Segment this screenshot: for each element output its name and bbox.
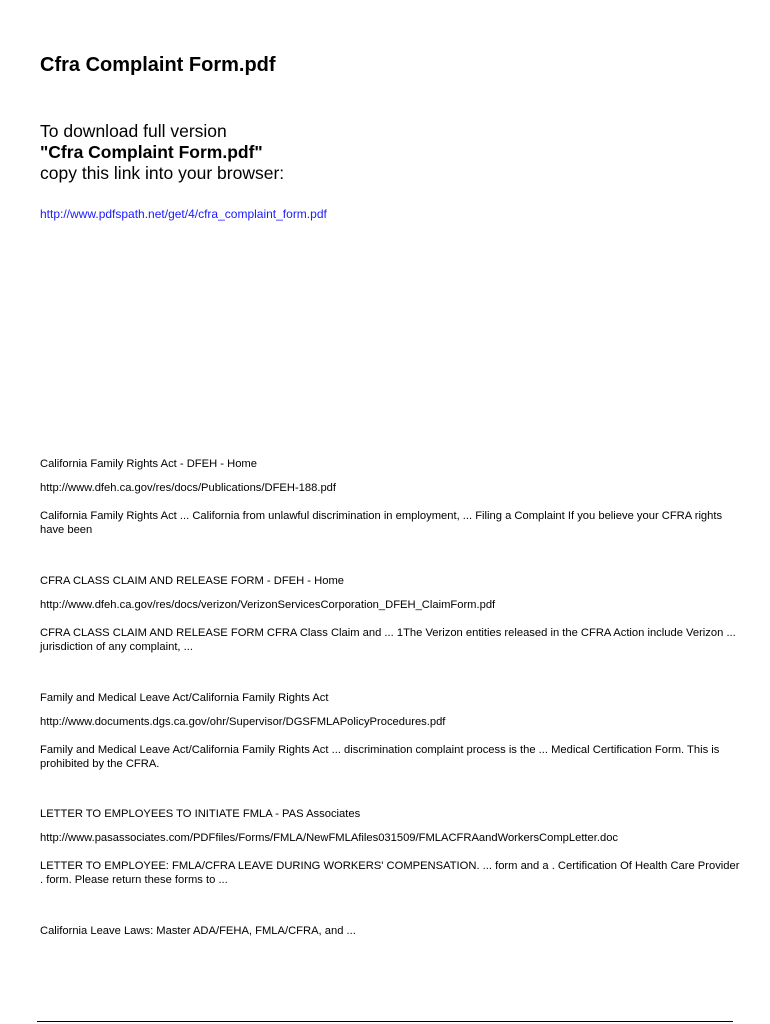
download-filename: "Cfra Complaint Form.pdf"	[40, 142, 263, 162]
result-item	[40, 574, 742, 654]
download-intro-text: To download full version	[40, 121, 227, 141]
download-copy-instruction: copy this link into your browser:	[40, 163, 285, 183]
document-title: Cfra Complaint Form.pdf	[40, 54, 276, 76]
result-item	[40, 457, 742, 537]
result-url[interactable]: http://www.documents.dgs.ca.gov/ohr/Supervisor/DGSFMLAPolicyProcedures.pdf	[40, 716, 446, 728]
result-item	[40, 924, 742, 938]
result-url[interactable]: http://www.dfeh.ca.gov/res/docs/Publications/DFEH-188.pdf	[40, 482, 336, 494]
result-title: California Leave Laws: Master ADA/FEHA, FMLA/CFRA, and ...	[40, 925, 356, 937]
download-link[interactable]: http://www.pdfspath.net/get/4/cfra_complaint_form.pdf	[40, 207, 327, 221]
result-item	[40, 691, 742, 771]
footer-divider	[37, 1021, 733, 1022]
download-instructions	[40, 121, 284, 184]
result-title: Family and Medical Leave Act/California Family Rights Act	[40, 692, 329, 704]
result-title: LETTER TO EMPLOYEES TO INITIATE FMLA - PAS Associates	[40, 808, 361, 820]
result-title: California Family Rights Act - DFEH - Home	[40, 458, 257, 470]
result-url[interactable]: http://www.pasassociates.com/PDFfiles/Forms/FMLA/NewFMLAfiles031509/FMLACFRAandWorkersCompLetter.doc	[40, 832, 619, 844]
result-item	[40, 807, 742, 887]
result-snippet: California Family Rights Act ... California from unlawful discrimination in employment, ... Filing a Complaint If you believe your CFRA rights have been	[40, 510, 723, 536]
result-title: CFRA CLASS CLAIM AND RELEASE FORM - DFEH - Home	[40, 575, 344, 587]
result-snippet: CFRA CLASS CLAIM AND RELEASE FORM CFRA Class Claim and ... 1The Verizon entities released in the CFRA Action include Verizon ... jurisdiction of any complaint, ...	[40, 627, 736, 653]
result-url[interactable]: http://www.dfeh.ca.gov/res/docs/verizon/VerizonServicesCorporation_DFEH_ClaimForm.pdf	[40, 599, 496, 611]
result-snippet: Family and Medical Leave Act/California Family Rights Act ... discrimination complaint process is the ... Medical Certification Form. This is prohibited by the CFRA.	[40, 744, 720, 770]
result-snippet: LETTER TO EMPLOYEE: FMLA/CFRA LEAVE DURING WORKERS' COMPENSATION. ... form and a . Certification Of Health Care Provider . form. Please return these forms to ...	[40, 860, 740, 886]
